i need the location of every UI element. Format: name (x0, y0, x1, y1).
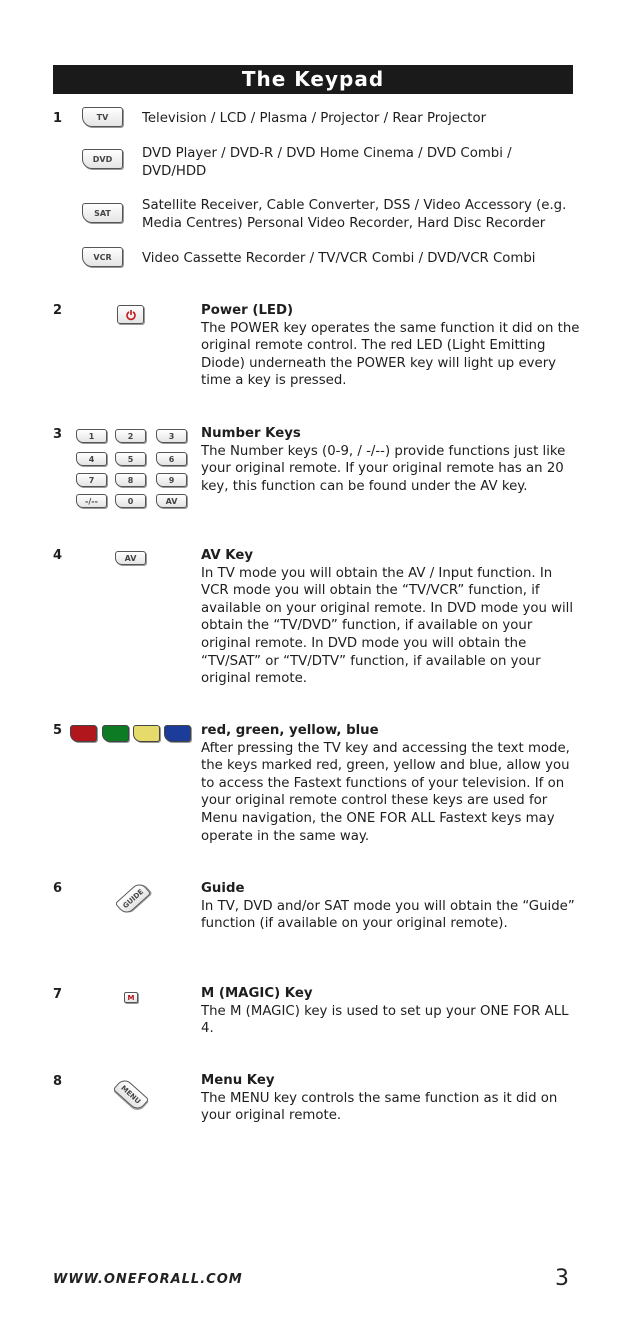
section-body: After pressing the TV key and accessing the text mode, the keys marked red, green, yellow and blue, allow you to access the Fastext functions of your television. If on your original remote control these keys are used for Menu navigation, the ONE FOR ALL Fastext keys may operate in the same way. (201, 740, 570, 844)
section-number: 6 (53, 881, 63, 896)
section-number: 5 (53, 723, 63, 738)
section-body: The M (MAGIC) key is used to set up your ONE FOR ALL 4. (201, 1003, 569, 1037)
tv-key: TV (82, 107, 123, 127)
guide-description (201, 880, 581, 933)
device-description-vcr: Video Cassette Recorder / TV/VCR Combi / DVD/VCR Combi (142, 251, 536, 266)
section-number: 7 (53, 987, 63, 1002)
power-description (201, 302, 581, 390)
device-description-sat: Satellite Receiver, Cable Converter, DSS / Video Accessory (e.g. Media Centres) Personal Video Recorder, Hard Disc Recorder (142, 198, 567, 231)
menu-key: MENU (113, 1077, 150, 1112)
sat-key: SAT (82, 203, 123, 223)
yellow-key (133, 725, 160, 742)
av-description (201, 547, 581, 688)
guide-key: GUIDE (115, 881, 152, 916)
section-heading: Guide (201, 881, 245, 896)
section-heading: Number Keys (201, 426, 301, 441)
number-key-2: 2 (115, 429, 146, 443)
number-key-6: 6 (156, 452, 187, 466)
menu-description (201, 1072, 581, 1125)
number-key-7: 7 (76, 473, 107, 487)
av-key-small: AV (156, 494, 187, 508)
device-description-dvd: DVD Player / DVD-R / DVD Home Cinema / DVD Combi / DVD/HDD (142, 146, 512, 179)
footer-url: WWW.ONEFORALL.COM (53, 1272, 243, 1287)
vcr-key: VCR (82, 247, 123, 267)
number-key-9: 9 (156, 473, 187, 487)
device-description-tv: Television / LCD / Plasma / Projector / Rear Projector (142, 111, 487, 126)
section-heading: M (MAGIC) Key (201, 986, 313, 1001)
number-keys-description (201, 425, 581, 495)
section-number: 1 (53, 111, 63, 126)
number-key-3: 3 (156, 429, 187, 443)
number-key-0: 0 (115, 494, 146, 508)
section-number: 4 (53, 548, 63, 563)
section-body: In TV mode you will obtain the AV / Input function. In VCR mode you will obtain the “TV/VCR” function, if available on your original remote. In DVD mode you will obtain the “TV/DVD” function, if available on your original remote. In DVD mode you will obtain the “TV/SAT” or “TV/DTV” function, if available on your original remote. (201, 565, 574, 687)
section-number: 8 (53, 1074, 63, 1089)
number-key-8: 8 (115, 473, 146, 487)
section-number: 3 (53, 427, 63, 442)
dvd-key: DVD (82, 149, 123, 169)
number-key-5: 5 (115, 452, 146, 466)
number-key-4: 4 (76, 452, 107, 466)
section-body: In TV, DVD and/or SAT mode you will obtain the “Guide” function (if available on your original remote). (201, 898, 575, 932)
green-key (102, 725, 129, 742)
color-keys-description (201, 722, 581, 845)
section-heading: Menu Key (201, 1073, 275, 1088)
section-body: The MENU key controls the same function as it did on your original remote. (201, 1090, 558, 1124)
number-key-1: 1 (76, 429, 107, 443)
section-heading: Power (LED) (201, 303, 294, 318)
dash-key: -/-- (76, 494, 107, 508)
red-key (70, 725, 97, 742)
magic-description (201, 985, 581, 1038)
blue-key (164, 725, 191, 742)
magic-key: M (124, 992, 138, 1003)
av-key: AV (115, 551, 146, 565)
section-body: The Number keys (0-9, / -/--) provide functions just like your original remote. If your original remote has an 20 key, this function can be found under the AV key. (201, 443, 566, 494)
section-heading: red, green, yellow, blue (201, 723, 379, 738)
power-icon (117, 305, 144, 324)
section-number: 2 (53, 303, 63, 318)
page-title: The Keypad (53, 65, 573, 94)
section-heading: AV Key (201, 548, 254, 563)
page-number: 3 (555, 1266, 569, 1291)
section-body: The POWER key operates the same function it did on the original remote control. The red LED (Light Emitting Diode) underneath the POWER key will light up every time a key is pressed. (201, 320, 580, 389)
